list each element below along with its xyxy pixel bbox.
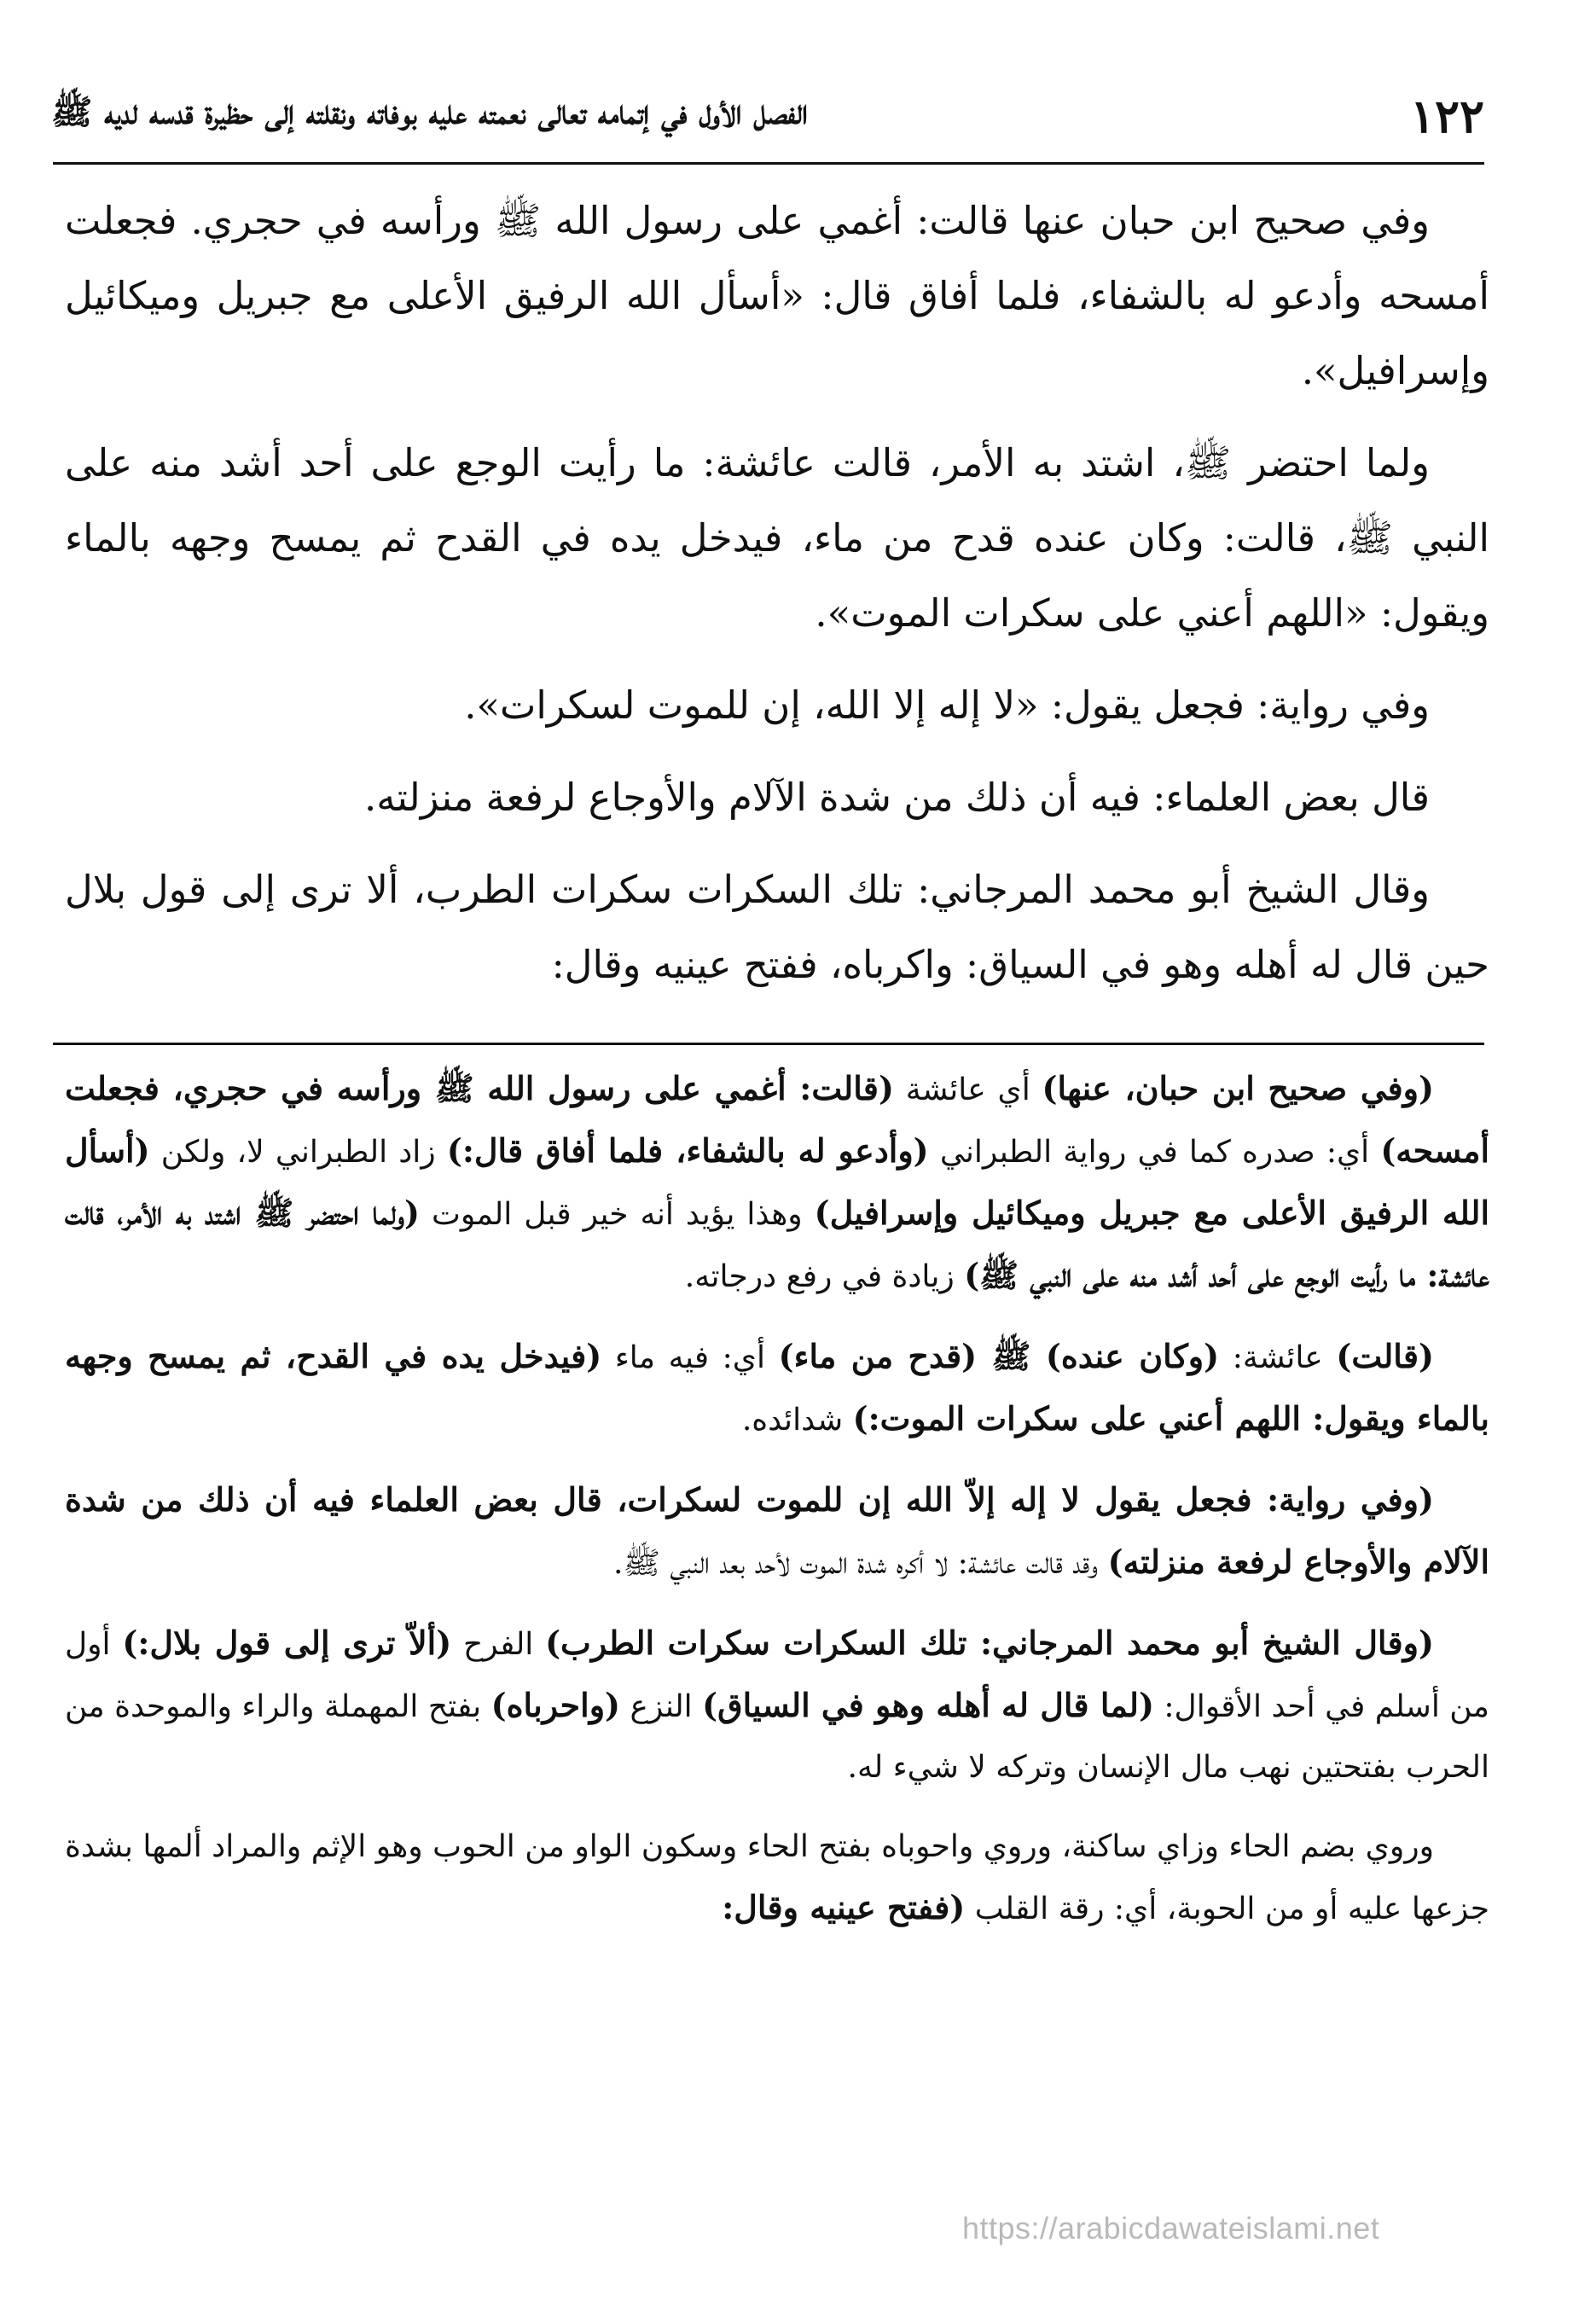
watermark-url: https://arabicdawateislami.net	[962, 2211, 1380, 2246]
commentary-text: وقد قالت عائشة: لا أكره شدة الموت لأحد بعد النبي ﷺ.	[613, 1546, 1108, 1581]
quoted-text: (وفي صحيح ابن حبان، عنها)	[1042, 1069, 1434, 1107]
main-paragraph-1: وفي صحيح ابن حبان عنها قالت: أغمي على رسول الله ﷺ ورأسه في حجري. فجعلت أمسحه وأدعو له بالشفاء، فلما أفاق قال: «أسأل الله الرفيق الأعلى مع جبريل وميكائيل وإسرافيل».	[65, 198, 1489, 393]
commentary-text: الفرح	[451, 1627, 546, 1662]
commentary-text: بفتح المهملة والراء والموحدة من الحرب بفتحتين نهب مال الإنسان وتركه لا شيء له.	[65, 1689, 1489, 1785]
quoted-text: (واحرباه)	[490, 1686, 621, 1724]
quoted-text: (أسأل الله الرفيق الأعلى مع جبريل وميكائيل وإسرافيل)	[65, 1131, 1489, 1232]
quoted-text: (وأدعو له بالشفاء، فلما أفاق قال:)	[446, 1131, 929, 1170]
commentary-text: زيادة في رفع درجاته.	[684, 1259, 965, 1294]
quoted-text: (ففتح عينيه وقال:	[722, 1888, 966, 1926]
commentary-text: عائشة:	[1219, 1340, 1337, 1375]
commentary-text: شدائده.	[741, 1403, 853, 1438]
main-paragraph-4: قال بعض العلماء: فيه أن ذلك من شدة الآلام والأوجاع لرفعة منزلته.	[363, 775, 1430, 820]
commentary-paragraph-4	[65, 1612, 1489, 1798]
commentary-text: وروي بضم الحاء وزاي ساكنة، وروي واحوباه بفتح الحاء وسكون الواو من الحوب وهو الإثم والمراد ألمها بشدة جزعها عليه أو من الحوبة، أي: رقة القلب	[65, 1829, 1489, 1926]
commentary-text: النزع	[620, 1689, 703, 1724]
quoted-text: (وفي رواية: فجعل يقول لا إله إلاّ الله إن للموت لسكرات، قال بعض العلماء فيه أن ذلك من شدة الآلام والأوجاع لرفعة منزلته)	[65, 1480, 1489, 1581]
main-paragraph-3: وفي رواية: فجعل يقول: «لا إله إلا الله، إن للموت لسكرات».	[464, 683, 1430, 728]
running-head: الفصل الأول في إتمامه تعالى نعمته عليه بوفاته ونقلته إلى حظيرة قدسه لديه ﷺ	[51, 92, 808, 132]
quoted-text: (وكان عنده) ﷺ (قدح من ماء)	[778, 1337, 1220, 1375]
commentary-text: زاد الطبراني لا، ولكن	[149, 1135, 447, 1170]
commentary-paragraph-3	[65, 1469, 1489, 1594]
commentary-paragraph-2	[65, 1326, 1489, 1450]
quoted-text: (ألاّ ترى إلى قول بلال:)	[122, 1624, 452, 1662]
commentary-divider	[53, 1043, 1484, 1045]
commentary	[65, 1058, 1489, 1958]
commentary-text: أي: صدره كما في رواية الطبراني	[928, 1135, 1381, 1170]
commentary-text: أول من أسلم في أحد الأقوال:	[65, 1627, 1489, 1724]
commentary-text: وهذا يؤيد أنه خير قبل الموت	[420, 1197, 815, 1232]
main-paragraph-5: وقال الشيخ أبو محمد المرجاني: تلك السكرات سكرات الطرب، ألا ترى إلى قول بلال حين قال له أهله وهو في السياق: واكرباه، ففتح عينيه وقال:	[65, 867, 1489, 987]
main-text	[65, 183, 1489, 1020]
quoted-text: (وقال الشيخ أبو محمد المرجاني: تلك السكرات سكرات الطرب)	[545, 1624, 1434, 1662]
page-header	[51, 73, 1484, 159]
header-divider	[53, 162, 1484, 165]
page-number: ١٢٢	[1409, 89, 1484, 143]
commentary-text: أي: فيه ماء	[601, 1340, 779, 1375]
quoted-text: (لما قال له أهله وهو في السياق)	[702, 1686, 1154, 1724]
commentary-text: أي عائشة	[893, 1072, 1042, 1107]
quoted-text: (قالت: أغمي على رسول الله ﷺ ورأسه في حجري، فجعلت أمسحه)	[65, 1069, 1490, 1170]
quoted-text: (ولما احتضر ﷺ اشتد به الأمر، قالت عائشة: ما رأيت الوجع على أحد أشد منه على النبي ﷺ)	[65, 1194, 1489, 1294]
quoted-text: (قالت)	[1336, 1337, 1434, 1375]
quoted-text: (فيدخل يده في القدح، ثم يمسح وجهه بالماء ويقول: اللهم أعني على سكرات الموت:)	[65, 1337, 1489, 1438]
commentary-paragraph-1	[65, 1058, 1489, 1307]
commentary-paragraph-5	[65, 1816, 1489, 1939]
main-paragraph-2: ولما احتضر ﷺ، اشتد به الأمر، قالت عائشة: ما رأيت الوجع على أحد أشد منه على النبي ﷺ، قالت: وكان عنده قدح من ماء، فيدخل يده في القدح ثم يمسح وجهه بالماء ويقول: «اللهم أعني على سكرات الموت».	[65, 440, 1489, 636]
